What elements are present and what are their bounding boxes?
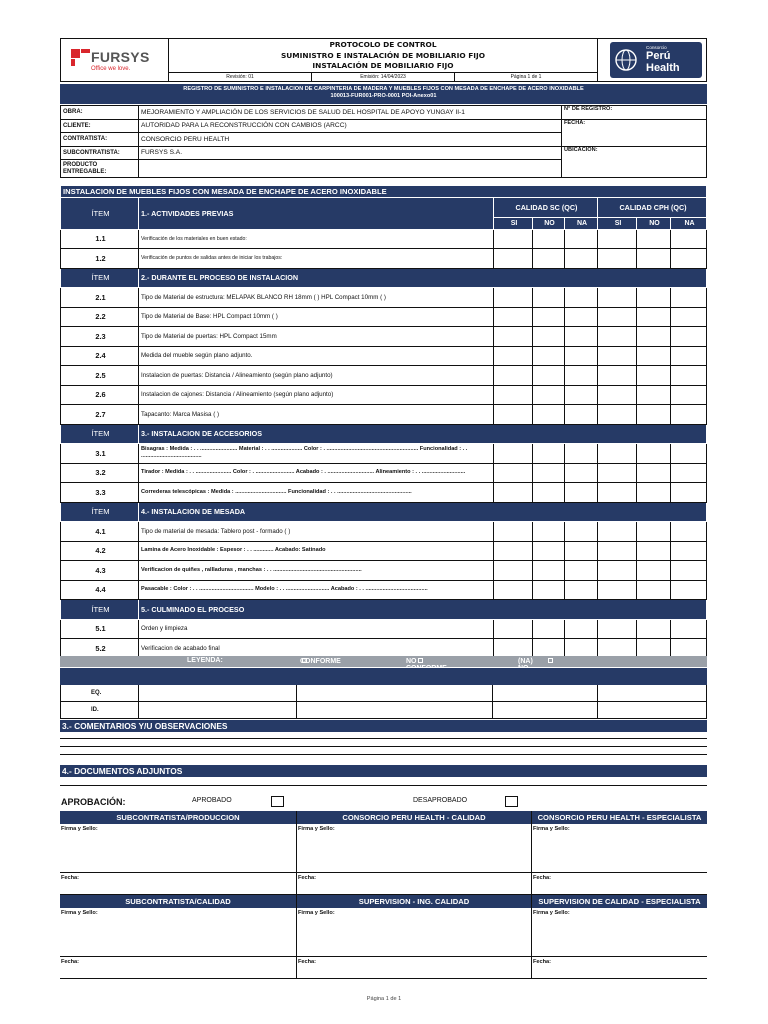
table-row	[61, 307, 707, 327]
signature-row-2	[60, 895, 707, 979]
id-cell-1[interactable]	[139, 702, 297, 719]
fursys-logo	[61, 39, 169, 81]
cph-si-cell[interactable]	[598, 619, 637, 639]
sc-na-cell[interactable]	[565, 366, 598, 386]
firma-label: Firma y Sello:	[61, 910, 98, 916]
cph-na-cell[interactable]	[671, 385, 707, 405]
fecha-field: Fecha:	[532, 872, 707, 895]
item-header: ÍTEM	[61, 600, 139, 620]
fursys-tagline: Office we love.	[91, 66, 131, 72]
table-row	[61, 483, 707, 503]
sc-na-cell[interactable]	[565, 405, 598, 425]
item-description: Tapacanto: Marca Masisa ( )	[139, 405, 494, 425]
section-title-4: 4.- INSTALACION DE MESADA	[139, 502, 707, 522]
section-header-row	[61, 424, 707, 444]
comentarios-header: 3.- COMENTARIOS Y/U OBSERVACIONES	[60, 720, 707, 732]
producto-label	[61, 160, 139, 178]
cph-na-cell[interactable]	[671, 580, 707, 600]
cph-no-cell[interactable]	[637, 249, 671, 269]
firma-label: Firma y Sello:	[298, 826, 335, 832]
cph-na-cell[interactable]	[671, 522, 707, 542]
cph-no-cell[interactable]	[637, 483, 671, 503]
table-row	[61, 327, 707, 347]
fecha-field: Fecha:	[532, 956, 707, 979]
item-description: Correderas telescópicas : Medida : ................................. Funcionalidad : . . ................................................	[139, 483, 494, 503]
aprobado-checkbox[interactable]	[271, 796, 284, 807]
sc-si-cell[interactable]	[494, 249, 533, 269]
eq-id-bar	[61, 669, 707, 685]
peru-health-logo	[597, 39, 706, 81]
cph-no-cell[interactable]	[637, 307, 671, 327]
sig-header: SUPERVISION DE CALIDAD - ESPECIALISTA	[532, 895, 707, 908]
comment-line-3	[60, 754, 707, 755]
sc-na-cell[interactable]	[565, 444, 598, 464]
fecha-field: Fecha:	[60, 956, 296, 979]
section-header-row	[61, 268, 707, 288]
section-title-2: 2.- DURANTE EL PROCESO DE INSTALACION	[139, 268, 707, 288]
firma-label: Firma y Sello:	[298, 910, 335, 916]
contratista-label: CONTRATISTA:	[61, 133, 139, 147]
no-conforme-box-icon	[418, 658, 423, 663]
cph-na-cell[interactable]	[671, 444, 707, 464]
item-description: Tipo de Material de Base: HPL Compact 10mm ( )	[139, 307, 494, 327]
sc-no-cell[interactable]	[533, 483, 565, 503]
page-footer: Página 1 de 1	[366, 996, 402, 1002]
health-text: Health	[646, 62, 680, 74]
no-aplica-box-icon	[548, 658, 553, 663]
item-number: 2.4	[61, 346, 139, 366]
desaprobado-checkbox[interactable]	[505, 796, 518, 807]
fursys-brand: FURSYS	[91, 49, 150, 65]
sc-no-cell[interactable]	[533, 405, 565, 425]
cph-na-cell[interactable]	[671, 541, 707, 561]
cph-na-cell[interactable]	[671, 483, 707, 503]
comment-line-1	[60, 738, 707, 739]
cph-na-header: NA	[671, 217, 707, 229]
cph-no-cell[interactable]	[637, 463, 671, 483]
item-number: 3.2	[61, 463, 139, 483]
sc-no-header: NO	[533, 217, 565, 229]
table-row	[61, 522, 707, 542]
cliente-label: CLIENTE:	[61, 119, 139, 133]
comment-line-2	[60, 746, 707, 747]
sc-no-cell[interactable]	[533, 307, 565, 327]
peru-text: Perú	[646, 50, 671, 62]
table-row	[61, 288, 707, 308]
banner-line2: 100013-FUR001-PRO-0001 POI-Anexo01	[330, 93, 437, 99]
section-title-1: 1.- ACTIVIDADES PREVIAS	[139, 198, 494, 230]
sc-no-cell[interactable]	[533, 346, 565, 366]
sc-na-cell[interactable]	[565, 522, 598, 542]
cph-si-cell[interactable]	[598, 346, 637, 366]
ubicacion-label: UBICACION:	[562, 146, 707, 178]
cph-si-cell[interactable]	[598, 580, 637, 600]
item-number: 3.3	[61, 483, 139, 503]
sc-si-cell[interactable]	[494, 307, 533, 327]
sig-header: CONSORCIO PERU HEALTH - ESPECIALISTA	[532, 811, 707, 824]
checklist-table	[60, 185, 707, 659]
calidad-sc-header: CALIDAD SC (QC)	[494, 198, 598, 218]
item-description: Verificación de puntos de salidas antes de iniciar los trabajos:	[139, 249, 494, 269]
sc-na-cell[interactable]	[565, 561, 598, 581]
item-number: 2.7	[61, 405, 139, 425]
peru-health-badge	[610, 42, 702, 78]
sc-si-cell[interactable]	[494, 444, 533, 464]
conforme-box-icon	[302, 658, 307, 663]
sc-na-cell[interactable]	[565, 541, 598, 561]
cph-si-cell[interactable]	[598, 288, 637, 308]
sc-no-cell[interactable]	[533, 522, 565, 542]
cph-na-cell[interactable]	[671, 288, 707, 308]
sc-no-cell[interactable]	[533, 385, 565, 405]
sc-si-cell[interactable]	[494, 561, 533, 581]
item-description: Instalacion de cajones: Distancia / Alineamiento (según plano adjunto)	[139, 385, 494, 405]
section-header-row	[61, 600, 707, 620]
cph-si-cell[interactable]	[598, 463, 637, 483]
item-number: 4.1	[61, 522, 139, 542]
sc-si-cell[interactable]	[494, 385, 533, 405]
sc-si-cell[interactable]	[494, 541, 533, 561]
sc-no-cell[interactable]	[533, 366, 565, 386]
item-description: Pasacable : Color : . . ................................... Modelo : . . ............................ Acabado : . . ........................................	[139, 580, 494, 600]
contratista-value: CONSORCIO PERU HEALTH	[139, 133, 562, 147]
item-number: 1.1	[61, 229, 139, 249]
subcontratista-value: FURSYS S.A.	[139, 146, 562, 160]
item-number: 1.2	[61, 249, 139, 269]
legend-bar	[60, 656, 707, 667]
cph-no-cell[interactable]	[637, 619, 671, 639]
eq-cell-3[interactable]	[493, 685, 598, 702]
item-number: 5.2	[61, 639, 139, 659]
table-row	[61, 346, 707, 366]
docs-line-1	[60, 785, 707, 786]
sc-no-cell[interactable]	[533, 444, 565, 464]
sc-na-cell[interactable]	[565, 249, 598, 269]
banner-line1: REGISTRO DE SUMINISTRO E INSTALACION DE CARPINTERIA DE MADERA Y MUEBLES FIJOS CON MESADA DE ENCHAPE DE ACERO INOXIDABLE	[183, 86, 584, 92]
firma-label: Firma y Sello:	[61, 826, 98, 832]
sc-na-cell[interactable]	[565, 483, 598, 503]
sc-no-cell[interactable]	[533, 229, 565, 249]
item-description: Verificacion de acabado final	[139, 639, 494, 659]
cph-no-cell[interactable]	[637, 288, 671, 308]
item-number: 2.5	[61, 366, 139, 386]
sc-no-cell[interactable]	[533, 288, 565, 308]
id-label: ID.	[61, 702, 139, 719]
item-description: Verificación de los materiales en buen estado:	[139, 229, 494, 249]
item-header: ÍTEM	[61, 198, 139, 230]
table-row	[61, 541, 707, 561]
firma-label: Firma y Sello:	[533, 910, 570, 916]
item-header: ÍTEM	[61, 268, 139, 288]
item-description: Tirador : Medida : . . ....................... Color : . ......................... Acabado : . .............................. Alineamiento : . . ............................	[139, 463, 494, 483]
emision: Emisión: 14/04/2023	[312, 73, 455, 81]
table-row	[61, 444, 707, 464]
title-line1: PROTOCOLO DE CONTROL	[329, 40, 437, 49]
cph-na-cell[interactable]	[671, 307, 707, 327]
item-number: 4.3	[61, 561, 139, 581]
cph-na-cell[interactable]	[671, 619, 707, 639]
sc-na-cell[interactable]	[565, 619, 598, 639]
approval-label: APROBACIÓN:	[61, 797, 126, 807]
sc-si-cell[interactable]	[494, 405, 533, 425]
sig-supervision-calidad[interactable]	[297, 895, 532, 979]
cph-si-cell[interactable]	[598, 229, 637, 249]
cph-no-cell[interactable]	[637, 346, 671, 366]
cph-si-cell[interactable]	[598, 307, 637, 327]
cph-si-cell[interactable]	[598, 444, 637, 464]
table-row	[61, 405, 707, 425]
cph-na-cell[interactable]	[671, 561, 707, 581]
sc-si-header: SI	[494, 217, 533, 229]
sig-header: SUBCONTRATISTA/PRODUCCION	[60, 811, 296, 824]
section-title-3: 3.- INSTALACION DE ACCESORIOS	[139, 424, 707, 444]
firma-label: Firma y Sello:	[533, 826, 570, 832]
cph-no-cell[interactable]	[637, 229, 671, 249]
table-row	[61, 366, 707, 386]
sc-no-cell[interactable]	[533, 619, 565, 639]
sc-na-cell[interactable]	[565, 307, 598, 327]
cph-no-cell[interactable]	[637, 541, 671, 561]
cph-no-cell[interactable]	[637, 327, 671, 347]
aprobado-label: APROBADO	[192, 797, 232, 804]
cph-si-cell[interactable]	[598, 483, 637, 503]
cph-no-cell[interactable]	[637, 561, 671, 581]
item-description: Instalacion de puertas: Distancia / Alineamiento (según plano adjunto)	[139, 366, 494, 386]
item-number: 3.1	[61, 444, 139, 464]
cph-si-cell[interactable]	[598, 561, 637, 581]
cph-na-cell[interactable]	[671, 249, 707, 269]
item-number: 2.3	[61, 327, 139, 347]
eq-id-table	[60, 668, 707, 719]
section-title-5: 5.- CULMINADO EL PROCESO	[139, 600, 707, 620]
sc-si-cell[interactable]	[494, 288, 533, 308]
item-description: Tipo de material de mesada: Tablero post - formado ( )	[139, 522, 494, 542]
cph-na-cell[interactable]	[671, 366, 707, 386]
sc-no-cell[interactable]	[533, 580, 565, 600]
cph-no-cell[interactable]	[637, 580, 671, 600]
producto-label-line2: ENTREGABLE:	[63, 168, 107, 175]
header-titles	[169, 39, 597, 81]
sc-na-cell[interactable]	[565, 346, 598, 366]
cph-no-header: NO	[637, 217, 671, 229]
fecha-field: Fecha:	[297, 872, 531, 895]
producto-label-line1: PRODUCTO	[63, 161, 98, 168]
approval-row	[60, 795, 707, 809]
cph-na-cell[interactable]	[671, 405, 707, 425]
item-number: 2.2	[61, 307, 139, 327]
cph-na-cell[interactable]	[671, 327, 707, 347]
globe-icon	[614, 48, 638, 72]
sc-no-cell[interactable]	[533, 327, 565, 347]
item-number: 2.1	[61, 288, 139, 308]
item-description: Orden y limpieza	[139, 619, 494, 639]
project-info-table	[60, 105, 707, 178]
sc-si-cell[interactable]	[494, 483, 533, 503]
item-description: Lamina de Acero Inoxidable : Espesor : . . ............. Acabado: Satinado	[139, 541, 494, 561]
cph-no-cell[interactable]	[637, 405, 671, 425]
sc-si-cell[interactable]	[494, 366, 533, 386]
pagina: Página 1 de 1	[510, 74, 542, 80]
sc-si-cell[interactable]	[494, 229, 533, 249]
legend-no-aplica-text: (NA)	[518, 658, 533, 665]
cph-no-cell[interactable]	[637, 522, 671, 542]
register-banner	[60, 84, 707, 104]
item-description: Tipo de Material de puertas: HPL Compact 15mm	[139, 327, 494, 347]
sc-si-cell[interactable]	[494, 346, 533, 366]
item-number: 4.2	[61, 541, 139, 561]
cph-si-cell[interactable]	[598, 249, 637, 269]
cph-no-cell[interactable]	[637, 366, 671, 386]
cph-na-cell[interactable]	[671, 346, 707, 366]
eq-label: EQ.	[61, 685, 139, 702]
producto-value[interactable]	[139, 160, 562, 178]
fecha-field: Fecha:	[60, 872, 296, 895]
id-cell-2[interactable]	[297, 702, 493, 719]
cph-no-cell[interactable]	[637, 385, 671, 405]
sc-no-cell[interactable]	[533, 249, 565, 269]
table-row	[61, 249, 707, 269]
sig-header: SUBCONTRATISTA/CALIDAD	[60, 895, 296, 908]
sc-si-cell[interactable]	[494, 580, 533, 600]
sc-si-cell[interactable]	[494, 327, 533, 347]
sig-header: SUPERVISION - ING. CALIDAD	[297, 895, 531, 908]
checklist-title: INSTALACION DE MUEBLES FIJOS CON MESADA DE ENCHAPE DE ACERO INOXIDABLE	[61, 186, 707, 198]
id-cell-4[interactable]	[598, 702, 707, 719]
sc-na-cell[interactable]	[565, 229, 598, 249]
sc-no-cell[interactable]	[533, 561, 565, 581]
sig-subcontratista-produccion[interactable]	[60, 811, 297, 895]
cph-si-header: SI	[598, 217, 637, 229]
documentos-header: 4.- DOCUMENTOS ADJUNTOS	[60, 765, 707, 777]
cph-si-cell[interactable]	[598, 541, 637, 561]
legend-conforme-text: CONFORME	[300, 658, 341, 665]
sig-cph-calidad[interactable]	[297, 811, 532, 895]
title-line2: SUMINISTRO E INSTALACIÓN DE MOBILIARIO FIJO	[280, 51, 486, 60]
sig-header: CONSORCIO PERU HEALTH - CALIDAD	[297, 811, 531, 824]
consorcio-small: Consorcio	[646, 45, 667, 50]
item-number: 5.1	[61, 619, 139, 639]
obra-label: OBRA:	[61, 106, 139, 120]
table-row	[61, 580, 707, 600]
sc-si-cell[interactable]	[494, 463, 533, 483]
sc-na-cell[interactable]	[565, 385, 598, 405]
sig-supervision-especialista[interactable]	[532, 895, 707, 979]
item-description: Medida del mueble según plano adjunto.	[139, 346, 494, 366]
cph-no-cell[interactable]	[637, 444, 671, 464]
item-number: 4.4	[61, 580, 139, 600]
id-cell-3[interactable]	[493, 702, 598, 719]
calidad-cph-header: CALIDAD CPH (QC)	[598, 198, 707, 218]
section-header-row	[61, 502, 707, 522]
table-row	[61, 561, 707, 581]
sc-na-header: NA	[565, 217, 598, 229]
cliente-value: AUTORIDAD PARA LA RECONSTRUCCIÓN CON CAMBIOS (ARCC)	[139, 119, 562, 133]
cph-si-cell[interactable]	[598, 327, 637, 347]
sc-na-cell[interactable]	[565, 327, 598, 347]
fecha-label: FECHA:	[562, 119, 707, 146]
item-description: Bisagras : Medida : . . ........................ Material : . . .................... Color : . ........................................................... Funcionalidad : . . .......................................	[139, 444, 494, 464]
sig-cph-especialista[interactable]	[532, 811, 707, 895]
item-number: 2.6	[61, 385, 139, 405]
item-description: Verificacion de quiñes , rallladuras , manchas : . . .........................................................	[139, 561, 494, 581]
cph-si-cell[interactable]	[598, 366, 637, 386]
sc-na-cell[interactable]	[565, 288, 598, 308]
table-row	[61, 463, 707, 483]
sc-na-cell[interactable]	[565, 463, 598, 483]
document-header	[60, 38, 707, 82]
legend-label: LEYENDA:	[187, 657, 223, 664]
revision-row	[169, 72, 597, 81]
revision: Revisión: 01	[169, 73, 312, 81]
title-line3: INSTALACIÓN DE MOBILIARIO FIJO	[312, 61, 454, 70]
sc-si-cell[interactable]	[494, 522, 533, 542]
obra-value: MEJORAMIENTO Y AMPLIACIÓN DE LOS SERVICIOS DE SALUD DEL HOSPITAL DE APOYO YUNGAY II-1	[139, 106, 562, 120]
eq-cell-1[interactable]	[139, 685, 297, 702]
cph-na-cell[interactable]	[671, 463, 707, 483]
item-header: ÍTEM	[61, 502, 139, 522]
table-row	[61, 385, 707, 405]
cph-si-cell[interactable]	[598, 385, 637, 405]
table-row	[61, 229, 707, 249]
signature-row-1	[60, 811, 707, 895]
sc-no-cell[interactable]	[533, 463, 565, 483]
table-row	[61, 619, 707, 639]
registro-label: N° DE REGISTRO:	[562, 106, 707, 120]
sc-no-cell[interactable]	[533, 541, 565, 561]
desaprobado-label: DESAPROBADO	[413, 797, 468, 804]
sig-subcontratista-calidad[interactable]	[60, 895, 297, 979]
cph-na-cell[interactable]	[671, 229, 707, 249]
item-header: ÍTEM	[61, 424, 139, 444]
eq-cell-2[interactable]	[297, 685, 493, 702]
legend-no-conforme-text: NO	[406, 658, 417, 665]
cph-si-cell[interactable]	[598, 405, 637, 425]
sc-si-cell[interactable]	[494, 619, 533, 639]
eq-cell-4[interactable]	[598, 685, 707, 702]
cph-si-cell[interactable]	[598, 522, 637, 542]
sc-na-cell[interactable]	[565, 580, 598, 600]
fecha-field: Fecha:	[297, 956, 531, 979]
subcontratista-label: SUBCONTRATISTA:	[61, 146, 139, 160]
fursys-mark-icon	[71, 46, 93, 68]
item-description: Tipo de Material de estructura: MELAPAK BLANCO RH 18mm ( ) HPL Compact 10mm ( )	[139, 288, 494, 308]
